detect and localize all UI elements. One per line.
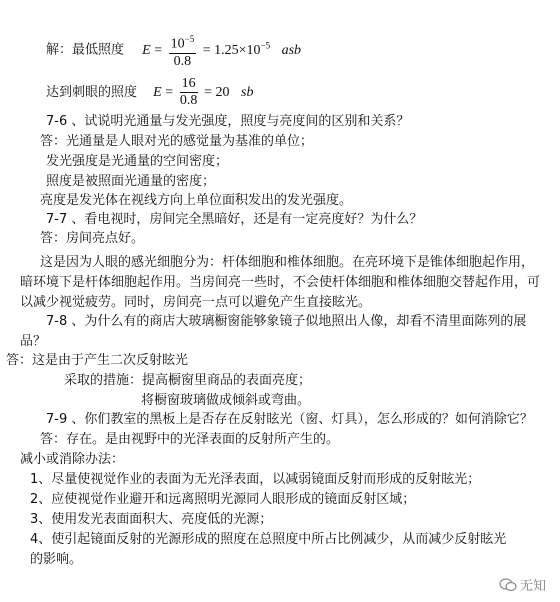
formula-1-num-base: 10 xyxy=(170,36,185,52)
method-item: 2、应使视觉作业避开和远离照明光源同人眼形成的镜面反射区域； xyxy=(30,492,416,507)
formula-2-eq: = xyxy=(165,85,174,100)
method-item: 4、使引起镜面反射的光源形成的照度在总照度中所占比例减少，从而减少反射眩光 xyxy=(30,532,507,547)
formula-2-fraction xyxy=(180,76,198,109)
question-7-6: 7-6 、试说明光通量与发光强度，照度与亮度间的区别和关系？ xyxy=(46,114,410,129)
answer-line: 答：光通量是人眼对光的感觉量为基准的单位； xyxy=(40,134,314,149)
formula-glare-illuminance xyxy=(46,76,253,110)
solution-label: 解：最低照度 xyxy=(46,42,125,58)
formula-1-eq: = xyxy=(154,42,163,58)
formula-2-den: 0.8 xyxy=(179,93,198,109)
formula-1-unit: asb xyxy=(281,42,302,58)
answer-line: 答：房间亮点好。 xyxy=(40,231,145,246)
formula-2-result: = 20 xyxy=(204,85,230,100)
formula-2-lhs: E xyxy=(153,85,162,100)
formula-1-num-exp: −5 xyxy=(184,34,195,45)
method-item: 3、使用发光表面面积大、亮度低的光源； xyxy=(30,512,273,527)
answer-line: 答：这是由于产生二次反射眩光 xyxy=(6,353,189,368)
watermark-text: 无知 xyxy=(519,579,546,594)
answer-line: 照度是被照面光通量的密度； xyxy=(46,174,216,189)
answer-line: 答：存在。是由视野中的光泽表面的反射所产生的。 xyxy=(40,432,340,447)
measure-line: 将橱窗玻璃做成倾斜或弯曲。 xyxy=(141,393,311,408)
wechat-icon xyxy=(499,578,517,592)
question-7-8-cont: 品？ xyxy=(20,334,47,349)
question-7-7: 7-7 、看电视时，房间完全黑暗好，还是有一定亮度好？为什么？ xyxy=(46,212,423,227)
formula-min-illuminance xyxy=(46,28,301,70)
question-7-9: 7-9 、你们教室的黑板上是否存在反射眩光（窗、灯具），怎么形成的？如何消除它？ xyxy=(46,412,533,427)
formula-1-lhs: E xyxy=(142,42,151,58)
method-item-cont: 的影响。 xyxy=(30,552,83,567)
formula-1-den: 0.8 xyxy=(173,53,192,69)
answer-paragraph-line: 这是因为人眼的感光细胞分为：杆体细胞和椎体细胞。在亮环境下是锥体细胞起作用， xyxy=(40,255,535,270)
method-heading: 减小或消除办法： xyxy=(20,452,125,467)
watermark xyxy=(499,575,546,594)
formula-2-num: 16 xyxy=(181,76,196,92)
answer-paragraph-line: 以减少视觉疲劳。同时，房间亮一点可以避免产生直接眩光。 xyxy=(20,295,372,310)
formula-1-result-exp: −5 xyxy=(260,40,271,50)
answer-paragraph-line: 暗环境下是杆体细胞起作用。当房间亮一些时，不会使杆体细胞和椎体细胞交替起作用，可 xyxy=(20,275,541,290)
glare-label: 达到刺眼的照度 xyxy=(46,85,138,100)
answer-line: 发光强度是光通量的空间密度； xyxy=(46,154,229,169)
formula-1-result: = 1.25×10 xyxy=(202,42,261,58)
formula-2-unit: sb xyxy=(241,85,254,100)
method-item: 1、尽量使视觉作业的表面为无光泽表面，以减弱镜面反射而形成的反射眩光； xyxy=(30,472,481,487)
measure-line: 采取的措施：提高橱窗里商品的表面亮度； xyxy=(64,373,312,388)
answer-line: 亮度是发光体在视线方向上单位面积发出的发光强度。 xyxy=(40,193,353,208)
question-7-8: 7-8 、为什么有的商店大玻璃橱窗能够象镜子似地照出人像，却看不清里面陈列的展 xyxy=(46,314,527,329)
formula-1-fraction xyxy=(169,31,197,70)
